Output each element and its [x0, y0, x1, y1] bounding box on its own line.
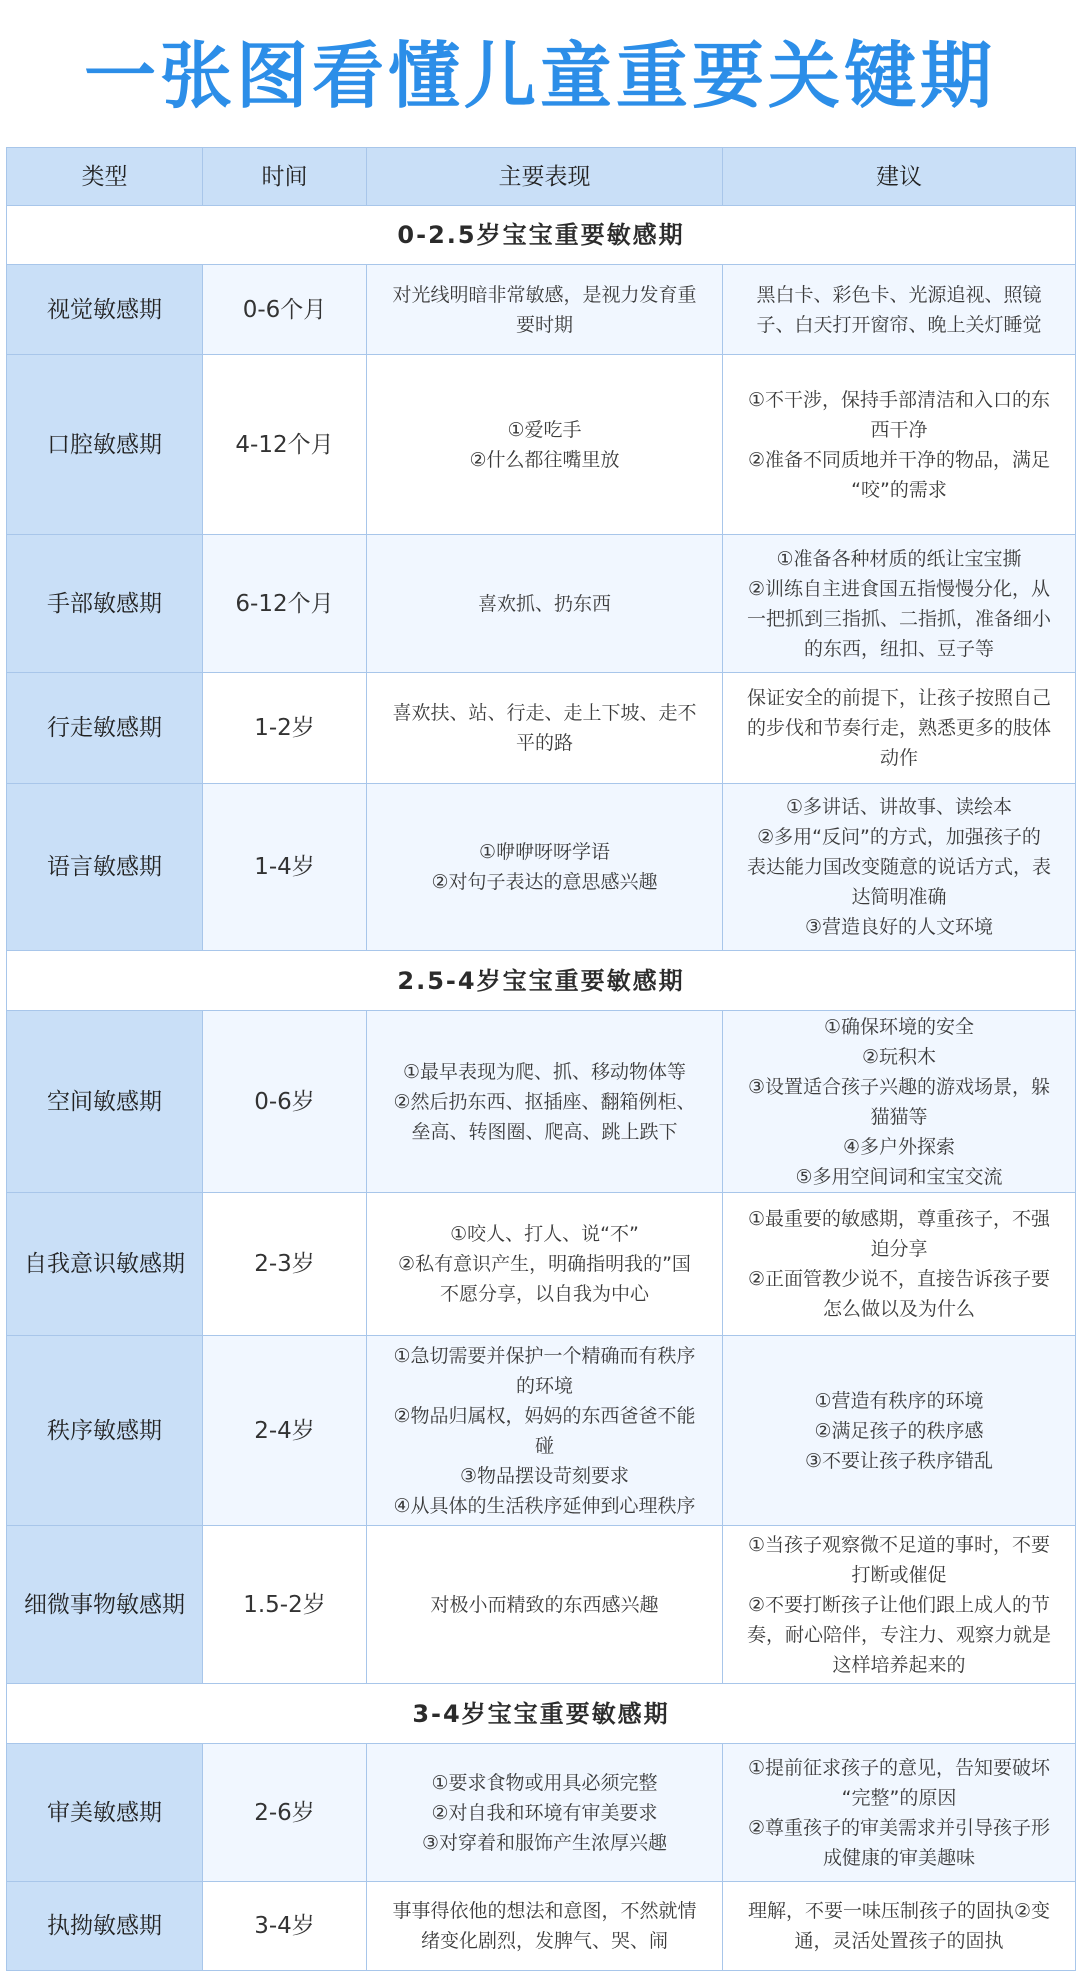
time-cell: 1.5-2岁 [203, 1526, 367, 1683]
type-cell: 行走敏感期 [7, 673, 203, 783]
table-row [7, 673, 1075, 784]
section-title: 3-4岁宝宝重要敏感期 [7, 1684, 1075, 1743]
type-cell: 细微事物敏感期 [7, 1526, 203, 1683]
table-row [7, 1744, 1075, 1882]
header-time: 时间 [203, 148, 367, 205]
sensitive-periods-table [6, 147, 1076, 1971]
performance-cell: ①咿咿呀呀学语 ②对句子表达的意思感兴趣 [367, 784, 723, 950]
time-cell: 3-4岁 [203, 1882, 367, 1970]
table-row [7, 1526, 1075, 1684]
table-row [7, 1011, 1075, 1193]
performance-cell: ①爱吃手 ②什么都往嘴里放 [367, 355, 723, 534]
performance-cell: ①要求食物或用具必须完整 ②对自我和环境有审美要求 ③对穿着和服饰产生浓厚兴趣 [367, 1744, 723, 1881]
table-row [7, 784, 1075, 951]
header-type: 类型 [7, 148, 203, 205]
time-cell: 1-2岁 [203, 673, 367, 783]
type-cell: 秩序敏感期 [7, 1336, 203, 1525]
section-header [7, 1684, 1075, 1744]
performance-cell: 对光线明暗非常敏感，是视力发育重 要时期 [367, 265, 723, 354]
time-cell: 2-3岁 [203, 1193, 367, 1335]
advice-cell: ①营造有秩序的环境 ②满足孩子的秩序感 ③不要让孩子秩序错乱 [723, 1336, 1075, 1525]
advice-cell: ①准备各种材质的纸让宝宝撕 ②训练自主进食国五指慢慢分化，从 一把抓到三指抓、二指抓，准备细小 的东西，纽扣、豆子等 [723, 535, 1075, 672]
time-cell: 2-6岁 [203, 1744, 367, 1881]
type-cell: 语言敏感期 [7, 784, 203, 950]
table-row [7, 535, 1075, 673]
advice-cell: 保证安全的前提下，让孩子按照自己 的步伐和节奏行走，熟悉更多的肢体 动作 [723, 673, 1075, 783]
advice-cell: ①提前征求孩子的意见，告知要破坏 “完整”的原因 ②尊重孩子的审美需求并引导孩子形 成健康的审美趣味 [723, 1744, 1075, 1881]
table-row [7, 265, 1075, 355]
time-cell: 2-4岁 [203, 1336, 367, 1525]
table-header-row [7, 148, 1075, 206]
type-cell: 手部敏感期 [7, 535, 203, 672]
advice-cell: ①当孩子观察微不足道的事时，不要 打断或催促 ②不要打断孩子让他们跟上成人的节 奏，耐心陪伴，专注力、观察力就是 这样培养起来的 [723, 1526, 1075, 1683]
type-cell: 口腔敏感期 [7, 355, 203, 534]
performance-cell: ①咬人、打人、说“不” ②私有意识产生，明确指明我的”国 不愿分享，以自我为中心 [367, 1193, 723, 1335]
page-title: 一张图看懂儿童重要关键期 [83, 34, 996, 118]
performance-cell: 喜欢扶、站、行走、走上下坡、走不 平的路 [367, 673, 723, 783]
time-cell: 0-6岁 [203, 1011, 367, 1192]
type-cell: 视觉敏感期 [7, 265, 203, 354]
advice-cell: ①最重要的敏感期，尊重孩子，不强 迫分享 ②正面管教少说不，直接告诉孩子要 怎么做以及为什么 [723, 1193, 1075, 1335]
table-row [7, 1336, 1075, 1526]
type-cell: 自我意识敏感期 [7, 1193, 203, 1335]
type-cell: 执拗敏感期 [7, 1882, 203, 1970]
time-cell: 4-12个月 [203, 355, 367, 534]
header-performance: 主要表现 [367, 148, 723, 205]
table-row [7, 1193, 1075, 1336]
section-header [7, 951, 1075, 1011]
type-cell: 空间敏感期 [7, 1011, 203, 1192]
time-cell: 1-4岁 [203, 784, 367, 950]
advice-cell: ①不干涉，保持手部清洁和入口的东 西干净 ②准备不同质地并干净的物品，满足 “咬”的需求 [723, 355, 1075, 534]
advice-cell: 黑白卡、彩色卡、光源追视、照镜 子、白天打开窗帘、晚上关灯睡觉 [723, 265, 1075, 354]
advice-cell: ①多讲话、讲故事、读绘本 ②多用“反问”的方式，加强孩子的 表达能力国改变随意的说话方式，表 达简明准确 ③营造良好的人文环境 [723, 784, 1075, 950]
section-header [7, 206, 1075, 265]
section-title: 2.5-4岁宝宝重要敏感期 [7, 951, 1075, 1010]
advice-cell: ①确保环境的安全 ②玩积木 ③设置适合孩子兴趣的游戏场景，躲 猫猫等 ④多户外探索 ⑤多用空间词和宝宝交流 [723, 1011, 1075, 1192]
performance-cell: 事事得依他的想法和意图，不然就情 绪变化剧烈，发脾气、哭、闹 [367, 1882, 723, 1970]
time-cell: 0-6个月 [203, 265, 367, 354]
performance-cell: 喜欢抓、扔东西 [367, 535, 723, 672]
time-cell: 6-12个月 [203, 535, 367, 672]
type-cell: 审美敏感期 [7, 1744, 203, 1881]
performance-cell: ①最早表现为爬、抓、移动物体等 ②然后扔东西、抠插座、翻箱例柜、 垒高、转图圈、爬高、跳上跌下 [367, 1011, 723, 1192]
table-row [7, 1882, 1075, 1970]
advice-cell: 理解，不要一味压制孩子的固执②变 通，灵活处置孩子的固执 [723, 1882, 1075, 1970]
header-advice: 建议 [723, 148, 1075, 205]
performance-cell: ①急切需要并保护一个精确而有秩序 的环境 ②物品归属权，妈妈的东西爸爸不能 碰 ③物品摆设苛刻要求 ④从具体的生活秩序延伸到心理秩序 [367, 1336, 723, 1525]
table-row [7, 355, 1075, 535]
section-title: 0-2.5岁宝宝重要敏感期 [7, 206, 1075, 264]
performance-cell: 对极小而精致的东西感兴趣 [367, 1526, 723, 1683]
